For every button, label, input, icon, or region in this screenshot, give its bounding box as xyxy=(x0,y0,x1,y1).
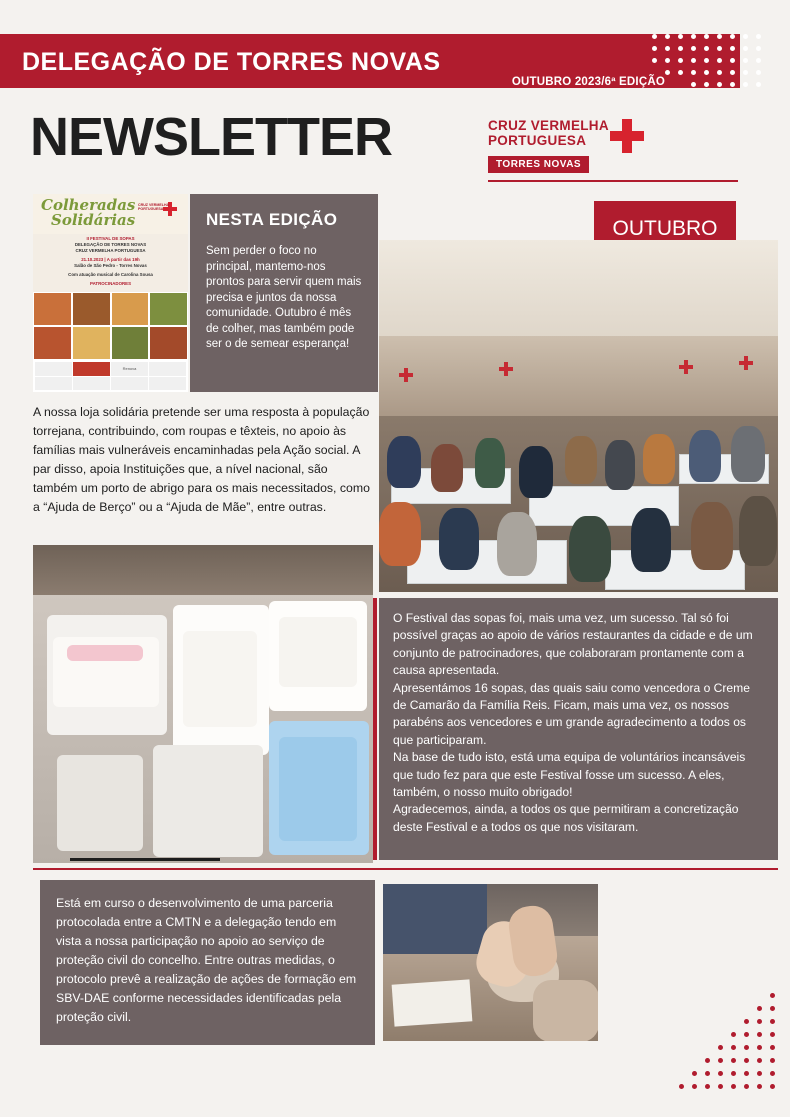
poster-line-7: PATROCINADORES xyxy=(89,281,132,286)
month-badge-month: OUTUBRO xyxy=(612,216,718,240)
clothes-photo-underline xyxy=(70,858,220,861)
festival-hall-photo xyxy=(379,240,778,592)
poster-line-6: Com atuação musical de Carolina Sousa xyxy=(68,272,153,277)
poster-line-2: DELEGAÇÃO DE TORRES NOVAS xyxy=(74,242,147,247)
sponsor-logo xyxy=(111,377,148,391)
edition-label: OUTUBRO 2023/6ª EDIÇÃO xyxy=(511,76,665,88)
sponsor-logo xyxy=(73,362,110,376)
decorative-dot-grid xyxy=(652,34,772,90)
nesta-edicao-title: NESTA EDIÇÃO xyxy=(206,210,338,229)
sponsor-logo xyxy=(73,377,110,391)
cmtn-partnership-block: Está em curso o desenvolvimento de uma parceria protocolada entre a CMTN e a delegação tendo em vista a nossa participação no apoio ao serviço de proteção civil do concelho. Entre outras medidas, o protocolo prevê a realização de ações de formação em SBV-DAE conforme necessidades identificadas pela proteção civil. xyxy=(40,880,375,1045)
sponsor-logo xyxy=(149,362,186,376)
soup-festival-poster xyxy=(33,194,188,392)
section-divider xyxy=(33,868,778,870)
red-cross-icon xyxy=(610,119,644,153)
poster-details xyxy=(33,236,188,287)
poster-line-4: 21.10.2023 | A partir das 19h xyxy=(81,257,140,262)
festival-paragraph-2: Apresentámos 16 sopas, das quais saiu como vencedora o Creme de Camarão da Família Reis. Ficam, mais uma vez, os nossos parabéns aos vencedores e um grande agradecimento a todos os que participaram. xyxy=(393,680,750,747)
poster-food-images xyxy=(33,292,188,360)
festival-accent-bar xyxy=(373,598,377,860)
logo-sublabel: TORRES NOVAS xyxy=(488,156,589,173)
decorative-dot-triangle xyxy=(656,993,776,1103)
newsletter-wordmark: NEWSLETTER xyxy=(30,107,392,167)
poster-line-1: II FESTIVAL DE SOPAS xyxy=(86,236,135,241)
sponsor-logo xyxy=(35,377,72,391)
cpr-training-photo xyxy=(383,884,598,1041)
festival-text-block xyxy=(379,598,778,860)
festival-paragraph-4: Agradecemos, ainda, a todos os que permitiram a concretização deste Festival e a todos os que nos visitaram. xyxy=(393,802,739,834)
cruz-vermelha-logo xyxy=(488,118,738,170)
poster-line-3: CRUZ VERMELHA PORTUGUESA xyxy=(75,248,146,253)
sponsor-logo xyxy=(35,362,72,376)
poster-header xyxy=(33,194,188,234)
nesta-edicao-text: Sem perder o foco no principal, mantemo-nos prontos para servir quem mais precisa e juntos da nossa comunidade. Outubro é mês de colher, mas também pode ser o de semear esperança! xyxy=(206,245,362,350)
logo-line-1: CRUZ VERMELHA xyxy=(488,118,609,133)
page-title: DELEGAÇÃO DE TORRES NOVAS xyxy=(22,48,441,76)
poster-line-5: Salão de São Pedro - Torres Novas xyxy=(74,263,147,268)
poster-brand-text: CRUZ VERMELHA PORTUGUESA xyxy=(138,203,170,212)
logo-line-2: PORTUGUESA xyxy=(488,133,587,148)
festival-paragraph-3: Na base de tudo isto, está uma equipa de voluntários incansáveis que tudo fez para que este Festival fosse um sucesso. A eles, também, o nosso muito obrigado! xyxy=(393,750,746,800)
festival-paragraph-1: O Festival das sopas foi, mais uma vez, um sucesso. Tal só foi possível graças ao apoio de vários restaurantes da cidade e de um conjunto de patrocinadores, que colaboraram prontamente com a causa apresentada. xyxy=(393,611,753,678)
header-divider xyxy=(488,180,738,182)
sponsor-logo xyxy=(149,377,186,391)
poster-script-text: Colheradas Solidárias xyxy=(41,196,136,229)
poster-sponsor-logos xyxy=(33,360,188,392)
loja-solidaria-text: A nossa loja solidária pretende ser uma resposta à população torrejana, contribuindo, com roupas e têxteis, no apoio às famílias mais vulneráveis encaminhadas pela Ação social. A par disso, apoia Instituições que, a nível nacional, são também um porto de abrigo para os mais necessitados, como a “Ajuda de Berço” ou a “Ajuda de Mãe”, entre outras. xyxy=(33,405,370,514)
sponsor-logo: Renova xyxy=(111,362,148,376)
clothes-photo xyxy=(33,545,373,863)
nesta-edicao-block xyxy=(190,194,378,392)
